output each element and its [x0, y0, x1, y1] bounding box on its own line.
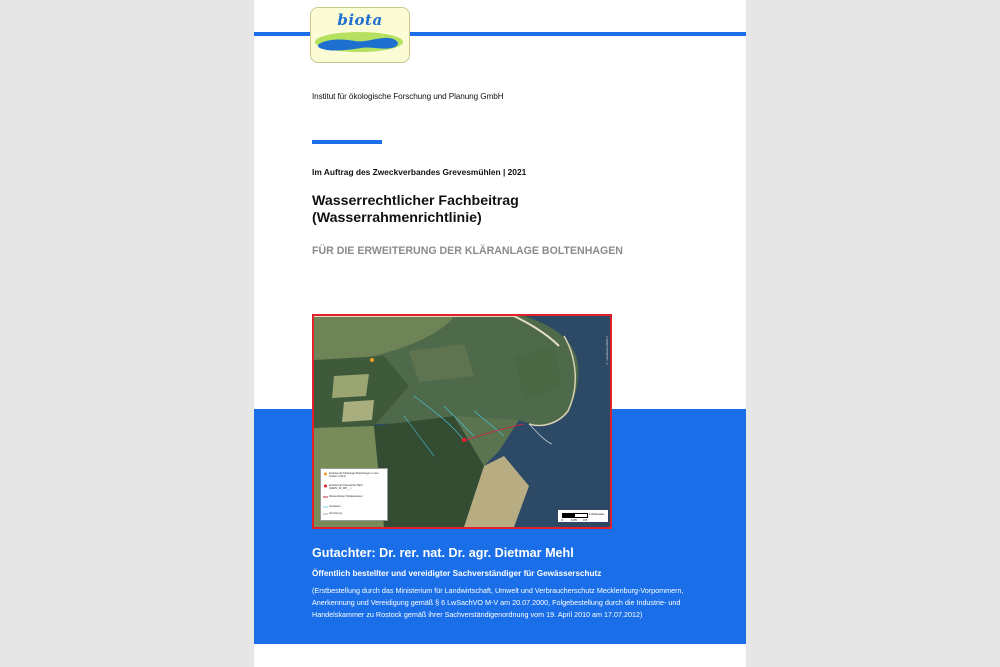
legend-label: Gewässer [329, 505, 341, 508]
legend-label: Wasserkörper Fließgewässer [329, 495, 363, 498]
legend-label: Einleitpunkt Kläranlage Boltenhagen in den Graben (2213) [329, 472, 379, 478]
scale-tick: 0,5 [583, 518, 588, 522]
orange-dot-icon [323, 472, 328, 477]
document-title [312, 193, 732, 227]
red-line-icon [323, 495, 328, 500]
client-line: Im Auftrag des Zweckverbandes Grevesmühlen | 2021 [312, 167, 527, 177]
legend-label: Einleitpunkt Tarnewitzer Bach (DEMV_ID_WP_...) [329, 484, 363, 490]
title-line-2: (Wasserrahmenrichtlinie) [312, 210, 482, 226]
title-line-1: Wasserrechtlicher Fachbeitrag [312, 193, 519, 209]
logo-text: biota [337, 11, 383, 29]
biota-logo [310, 7, 410, 63]
red-dot-icon [323, 484, 328, 489]
cyan-line-icon [323, 505, 328, 510]
institute-name: Institut für ökologische Forschung und Planung GmbH [312, 92, 504, 101]
short-rule [312, 140, 382, 144]
scale-tick: 0,25 [571, 518, 577, 522]
scale-tick: 0 [561, 518, 563, 522]
map-credit: © GeoBasis-DE/M-V [605, 336, 609, 366]
expert-name: Gutachter: Dr. rer. nat. Dr. agr. Dietmar Mehl [312, 546, 574, 560]
grey-line-icon [323, 512, 328, 517]
scale-title: 1 Kilometer [589, 512, 605, 516]
expert-note: (Erstbestellung durch das Ministerium für Landwirtschaft, Umwelt und Verbraucherschutz Mecklenburg-Vorpommern, Anerkennung und Vereidigung gemäß § 6 LwSachVO M-V am 20.07.2000, Folgebestellung durch die Industrie- und Handelskammer zu Rostock gemäß ihrer Sachverständigenordnung vom 19. April 2010 am 17.07.2012) [312, 586, 684, 619]
document-page [254, 0, 746, 667]
expert-role: Öffentlich bestellter und vereidigter Sachverständiger für Gewässerschutz [312, 569, 602, 578]
map-legend [320, 468, 388, 521]
legend-label: Verrohrung [329, 512, 342, 515]
map-scalebar [558, 510, 608, 522]
aerial-map [312, 314, 612, 529]
document-subtitle: FÜR DIE ERWEITERUNG DER KLÄRANLAGE BOLTENHAGEN [312, 245, 623, 257]
